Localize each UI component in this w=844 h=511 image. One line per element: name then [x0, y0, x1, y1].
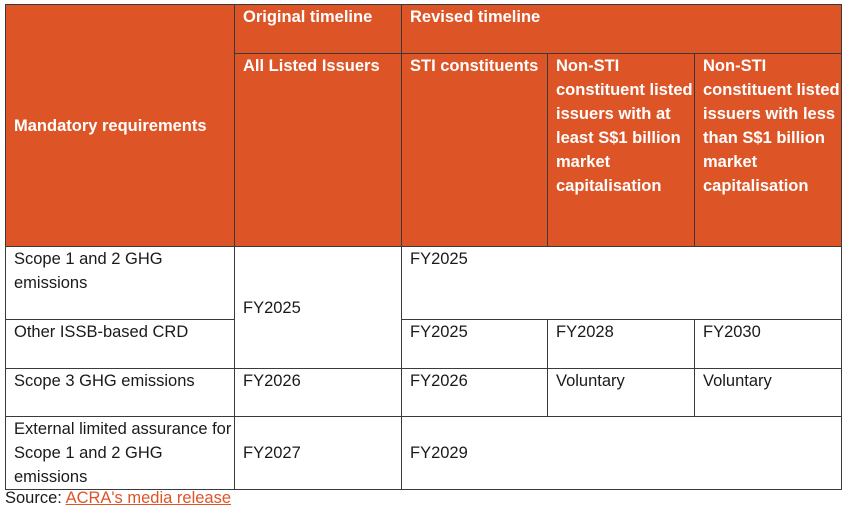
sti-cell: FY2026 — [402, 369, 548, 417]
requirement-cell: External limited assurance for Scope 1 and 2 GHG emissions — [6, 417, 235, 490]
original-timeline-cell: FY2025 — [235, 247, 402, 369]
source-link[interactable]: ACRA's media release — [65, 489, 232, 507]
requirement-cell: Other ISSB-based CRD — [6, 320, 235, 369]
header-sti-constituents: STI constituents — [402, 54, 548, 247]
table-row — [6, 247, 842, 320]
table-row — [6, 369, 842, 417]
non-sti-above-cell: Voluntary — [548, 369, 695, 417]
table-row — [6, 417, 842, 490]
non-sti-above-cell: FY2028 — [548, 320, 695, 369]
non-sti-below-cell: FY2030 — [695, 320, 842, 369]
source-line — [5, 487, 231, 509]
header-non-sti-at-least-1b: Non-STI constituent listed issuers with at least S$1 billion market capitalisation — [548, 54, 695, 247]
header-mandatory-requirements: Mandatory requirements — [6, 5, 235, 247]
header-non-sti-less-than-1b: Non-STI constituent listed issuers with less than S$1 billion market capitalisation — [695, 54, 842, 247]
requirement-cell: Scope 1 and 2 GHG emissions — [6, 247, 235, 320]
header-original-timeline: Original timeline — [235, 5, 402, 54]
sti-cell: FY2025 — [402, 247, 842, 320]
original-timeline-cell: FY2026 — [235, 369, 402, 417]
sti-cell: FY2029 — [402, 417, 842, 490]
table-row — [6, 320, 842, 369]
header-all-listed-issuers: All Listed Issuers — [235, 54, 402, 247]
header-revised-timeline: Revised timeline — [402, 5, 842, 54]
requirement-cell: Scope 3 GHG emissions — [6, 369, 235, 417]
original-timeline-cell: FY2027 — [235, 417, 402, 490]
source-label: Source: — [5, 489, 62, 507]
non-sti-below-cell: Voluntary — [695, 369, 842, 417]
sti-cell: FY2025 — [402, 320, 548, 369]
timeline-table — [5, 4, 842, 490]
